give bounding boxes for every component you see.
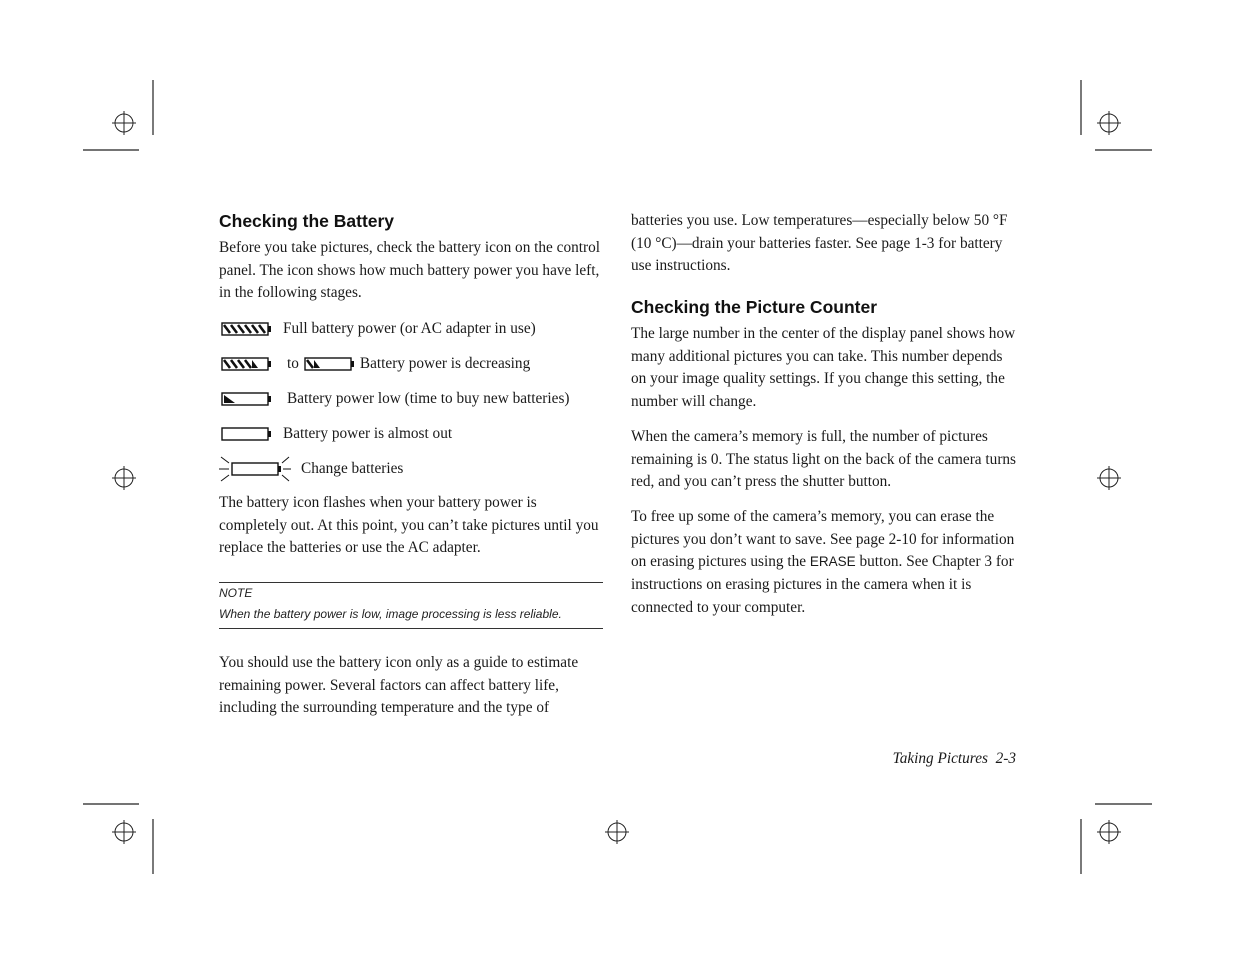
stage-label: Battery power low (time to buy new batteries) [287, 390, 570, 407]
registration-target-icon [1097, 111, 1121, 135]
battery-flashing-icon [219, 455, 293, 483]
stage-label: Full battery power (or AC adapter in use) [283, 320, 536, 337]
battery-heading: Checking the Battery [219, 211, 395, 231]
registration-target-icon [1097, 466, 1121, 490]
battery-stage-change [219, 455, 403, 483]
page-footer [893, 750, 1016, 768]
battery-low-icon [221, 391, 273, 407]
battery-three-quarter-icon [221, 356, 273, 372]
battery-guide-paragraph: You should use the battery icon only as a guide to estimate remaining power. Several factors can affect battery life, including the surrounding temperature and the type of [219, 654, 579, 717]
erase-button-label: ERASE [809, 554, 856, 570]
battery-stage-empty [219, 423, 452, 445]
stage-label: Battery power is decreasing [359, 355, 531, 372]
registration-target-icon [605, 820, 629, 844]
counter-paragraph-2: When the camera’s memory is full, the number of pictures remaining is 0. The status light on the back of the camera turns red, and you can’t press the shutter button. [631, 428, 1017, 491]
battery-full-icon [221, 321, 273, 337]
picture-counter-heading: Checking the Picture Counter [631, 297, 878, 317]
battery-quarter-icon [304, 356, 356, 372]
counter-paragraph-3-end: button. See Chapter 3 for instructions on erasing pictures in the camera when it is connected to your computer. [631, 553, 1014, 616]
counter-paragraph-3 [631, 506, 1021, 620]
battery-flash-paragraph: The battery icon flashes when your battery power is completely out. At this point, you can’t take pictures until you replace the batteries or use the AC adapter. [219, 494, 599, 557]
battery-stage-full [219, 318, 536, 340]
counter-paragraph-3-start: To free up some of the camera’s memory, you can erase the pictures you don’t want to save. See page 2-10 for information on erasing pictures using the [631, 508, 1015, 571]
footer-page-number: 2-3 [995, 750, 1016, 767]
registration-target-icon [112, 111, 136, 135]
stage-label: Battery power is almost out [283, 425, 453, 442]
note-label: NOTE [219, 586, 253, 600]
note-box [219, 582, 603, 629]
note-text: When the battery power is low, image processing is less reliable. [219, 607, 562, 621]
registration-target-icon [1097, 820, 1121, 844]
battery-stage-low [219, 388, 570, 410]
battery-intro: Before you take pictures, check the battery icon on the control panel. The icon shows how much battery power you have left, in the following stages. [219, 239, 601, 302]
registration-target-icon [112, 466, 136, 490]
battery-stage-decreasing [219, 353, 530, 375]
battery-empty-icon [221, 426, 273, 442]
registration-target-icon [112, 820, 136, 844]
stage-label: Change batteries [301, 460, 404, 477]
battery-continued-paragraph: batteries you use. Low temperatures—especially below 50 °F (10 °C)—drain your batteries faster. See page 1-3 for battery use instructions. [631, 212, 1008, 275]
stage-connector: to [287, 355, 299, 372]
counter-paragraph-1: The large number in the center of the display panel shows how many additional pictures you can take. This number depends on your image quality settings. If you change this setting, the number will change. [631, 325, 1016, 411]
footer-section: Taking Pictures [892, 750, 988, 767]
